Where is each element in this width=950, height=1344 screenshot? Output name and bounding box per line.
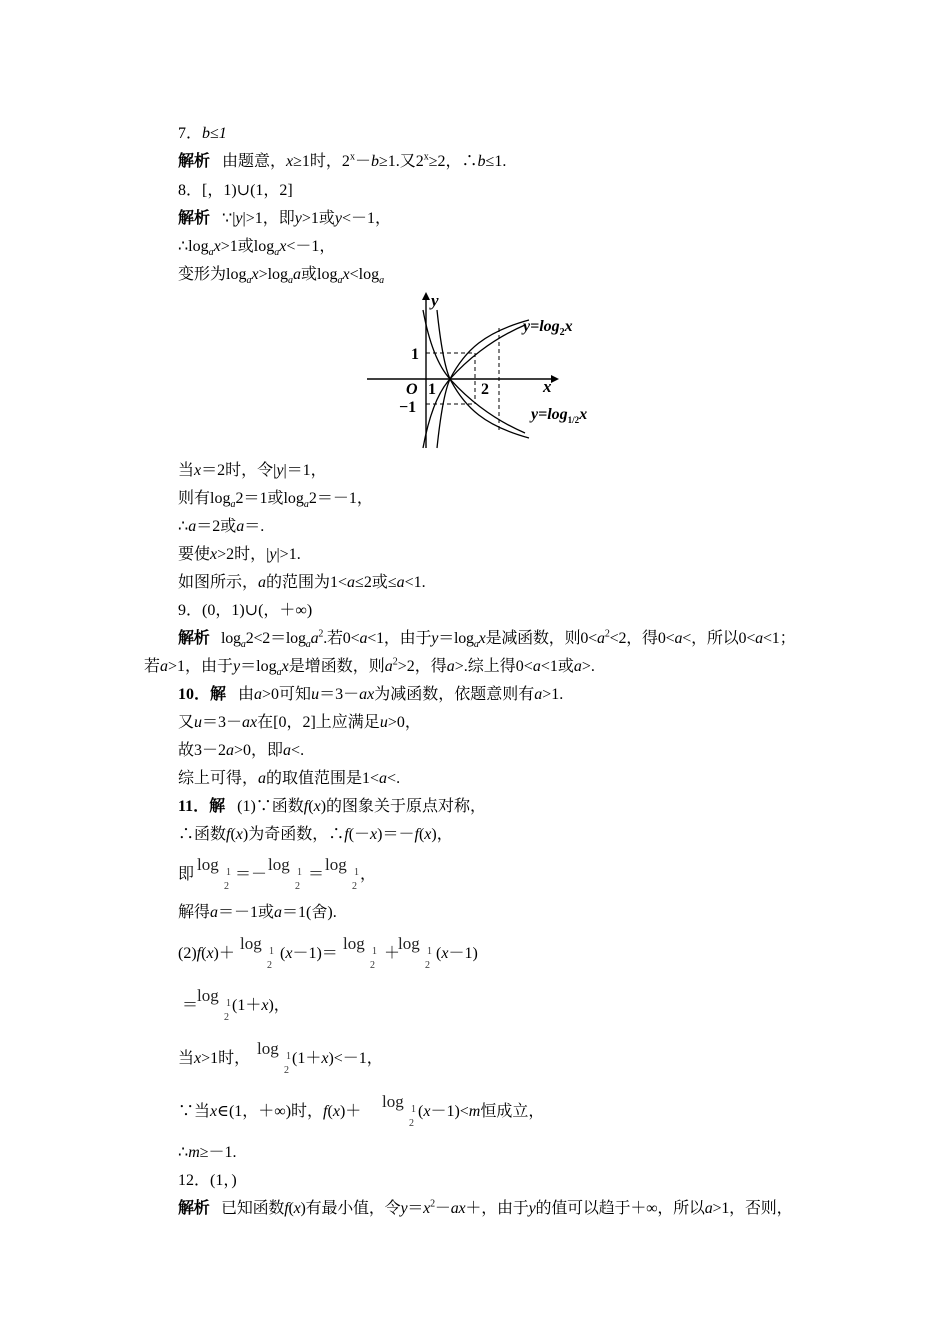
curve-log2 <box>423 325 525 448</box>
p11-line7b: (1＋x)<－1， <box>292 1050 383 1067</box>
p11-line5c: (x－1) <box>436 945 478 962</box>
p7-solution: 解析 由题意，x≥1时，$2^x-b\ge 1$.又$2^x\ge 2$，∴b≤1. <box>178 151 507 170</box>
p8-line6: ∴a＝2或a＝. <box>178 518 265 535</box>
log-half-4: log 1 2 <box>240 934 274 971</box>
p11-line8a: ∵当x∈(1，＋∞)时，f(x)＋ <box>178 1103 362 1120</box>
solution-label: 解析 <box>178 1200 210 1217</box>
p10-line3: 故3－2a>0，即a<. <box>178 742 305 759</box>
solution-label: 解析 <box>178 630 210 647</box>
tick-1-label: 1 <box>428 381 436 398</box>
p10-solution: 10．解 由a>0可知u＝3－ax为减函数，依题意则有a>1. <box>178 686 564 703</box>
p12-answer: 12．(1，) <box>178 1172 237 1189</box>
p9-solution: 解析 $\log_a2<2=\log_aa^2$.若0<a<1，由于$y=\log_ax$是减函数，则$0<a^2<2$，得0<a<，所以0<a<1； <box>178 628 796 651</box>
p11-line3: 即 <box>178 866 195 883</box>
p11-line4: 解得a＝－1或a＝1(舍). <box>178 904 337 921</box>
curve1-label: $y=\log_2x$ <box>523 318 573 338</box>
p12-solution: 解析 已知函数f(x)有最小值，令$y=x^2-ax+$，由于y的值可以趋于＋∞，所以a>1，否则， <box>178 1198 793 1217</box>
solution-label: 解析 <box>178 153 211 170</box>
p9-line2: 若a>1，由于$y=\log_ax$是增函数，则$a^2>2$，得a>.综上得0<a<1或a>. <box>144 656 595 679</box>
p11-line7a: 当x>1时， <box>178 1050 251 1067</box>
origin-label: O <box>406 381 418 398</box>
p11-line8b: (x－1)<m恒成立， <box>418 1103 545 1120</box>
p7-answer: 7．b≤1 <box>178 125 227 142</box>
log-half-8: log 1 2 <box>257 1039 291 1076</box>
tick-y1-label: 1 <box>411 346 419 363</box>
curve2-label: $y=\log_{1/2}x$ <box>531 406 588 425</box>
p11-line5b: (x－1)＝ <box>280 945 338 962</box>
x-axis-label: x <box>543 377 552 396</box>
y-axis-label: y <box>431 291 439 310</box>
p10-line2: 又u＝3－ax在[0，2]上应满足u>0， <box>178 714 421 731</box>
p8-solution: 解析 ∵|y|>1，即y>1或y<－1， <box>178 210 392 227</box>
log-half-2: log 1 2 <box>268 855 302 892</box>
p8-answer: 8．[，1)∪(1，2] <box>178 182 293 199</box>
p11-line5a: (2)f(x)＋ <box>178 945 235 962</box>
p11-solution: 11．解 (1)∵函数f(x)的图象关于原点对称， <box>178 798 487 815</box>
tick-2-label: 2 <box>481 381 489 398</box>
log-half-5: log 1 2 <box>343 934 377 971</box>
log-half-7: log 1 2 <box>197 986 231 1023</box>
p8-line5: 则有$\log_a2=1$或$\log_a2=-1$， <box>178 490 373 511</box>
p8-line2: $\therefore\log_ax>1$或$\log_ax<-1$， <box>178 238 336 259</box>
p8-line7: 要使x>2时，|y|>1. <box>178 546 301 563</box>
log-half-9: log 1 2 <box>382 1092 416 1129</box>
p8-line8: 如图所示，a的范围为1<a≤2或≤a<1. <box>178 574 426 591</box>
p8-line3: 变形为$\log_ax>\log_aa$或$\log_ax<\log_a$ <box>178 266 385 287</box>
p8-line4: 当x＝2时，令|y|＝1， <box>178 462 327 479</box>
log-half-3: log 1 2 <box>325 855 359 892</box>
tick-ym1-label: −1 <box>399 399 417 416</box>
log-half-1: log 1 2 <box>197 855 231 892</box>
curve-log-half <box>423 310 525 433</box>
p11-line2: ∴函数f(x)为奇函数，∴f(－x)＝－f(x)， <box>178 826 453 843</box>
p9-answer: 9．(0，1)∪(，＋∞) <box>178 602 313 619</box>
log-graph <box>365 290 615 450</box>
p10-line4: 综上可得，a的取值范围是1<a<. <box>178 770 401 787</box>
p11-line6b: (1＋x)， <box>232 997 290 1014</box>
p11-line9: ∴m≥－1. <box>178 1144 237 1161</box>
solution-label: 解析 <box>178 210 211 227</box>
p11-line6a: ＝ <box>182 997 199 1014</box>
log-half-6: log 1 2 <box>398 934 432 971</box>
